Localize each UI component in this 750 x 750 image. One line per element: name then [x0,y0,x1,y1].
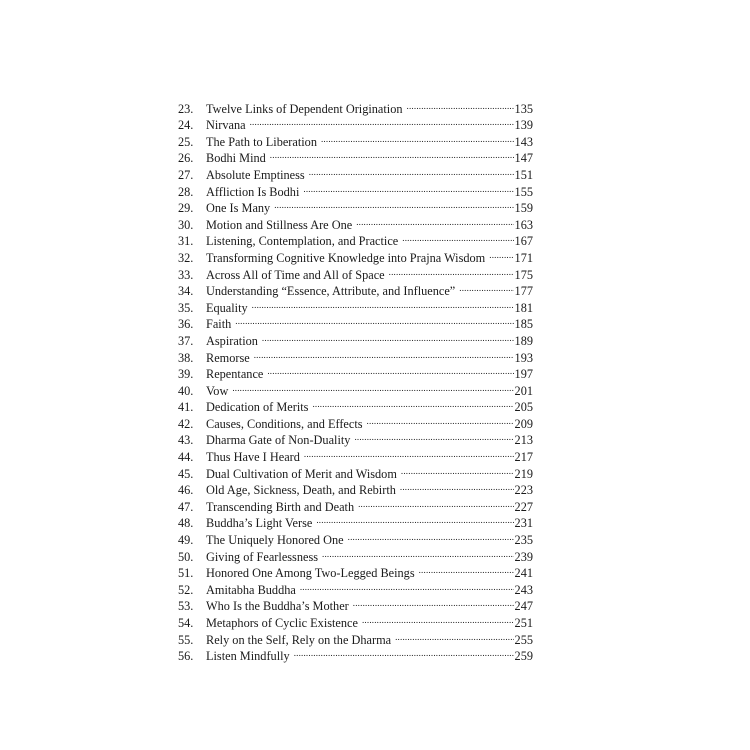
toc-entry-title: Dharma Gate of Non-Duality [206,433,351,448]
toc-entry-title: Rely on the Self, Rely on the Dharma [206,632,392,647]
toc-entry-page-number: 213 [514,433,533,448]
toc-entry-page-number: 189 [514,333,533,348]
toc-entry-title: Honored One Among Two-Legged Beings [206,566,415,581]
dot-leader [354,428,513,445]
dot-leader [232,378,513,395]
dot-leader [252,295,514,312]
toc-entry-number: 38. [178,350,194,365]
toc-entry-title: Motion and Stillness Are One [206,217,353,232]
toc-entry-number: 28. [178,184,194,199]
toc-entry-page-number: 167 [514,234,533,249]
toc-entry-number: 36. [178,317,194,332]
dot-leader [348,527,514,544]
dot-leader [395,627,513,644]
toc-entry-page-number: 231 [514,516,533,531]
toc-entry-page-number: 201 [514,383,533,398]
toc-entry-number: 33. [178,267,194,282]
toc-entry-title: Transforming Cognitive Knowledge into Prajna Wisdom [206,250,486,265]
toc-entry-number: 53. [178,599,194,614]
toc-entry-number: 48. [178,516,194,531]
toc-entry-page-number: 227 [514,499,533,514]
toc-entry-page-number: 259 [514,649,533,664]
toc-entry-number: 35. [178,300,194,315]
toc-entry-number: 30. [178,217,194,232]
dot-leader [303,179,513,196]
dot-leader [309,162,514,179]
toc-entry-title: Old Age, Sickness, Death, and Rebirth [206,483,396,498]
dot-leader [367,411,514,428]
toc-entry-page-number: 143 [514,134,533,149]
dot-leader [267,362,513,379]
toc-entry-title: Listening, Contemplation, and Practice [206,234,399,249]
toc-entry-number: 42. [178,416,194,431]
toc-entry-number: 27. [178,167,194,182]
toc-entry-page-number: 193 [514,350,533,365]
toc-entry-title: Aspiration [206,333,258,348]
toc-entry-page-number: 163 [514,217,533,232]
toc-entry-page-number: 181 [514,300,533,315]
toc-entry-number: 44. [178,450,194,465]
dot-leader [353,594,514,611]
toc-entry-number: 52. [178,582,194,597]
toc-entry-title: The Path to Liberation [206,134,317,149]
toc-entry-page-number: 147 [514,151,533,166]
toc-entry-number: 26. [178,151,194,166]
dot-leader [402,229,513,246]
toc-entry-title: Vow [206,383,229,398]
toc-entry-title: Understanding “Essence, Attribute, and Influence” [206,284,456,299]
toc-entry-page-number: 247 [514,599,533,614]
toc-entry-title: The Uniquely Honored One [206,533,344,548]
toc-entry-number: 34. [178,284,194,299]
toc-entry-title: Buddha’s Light Verse [206,516,313,531]
toc-entry-title: Affliction Is Bodhi [206,184,300,199]
toc-entry-number: 32. [178,250,194,265]
toc-entry-number: 40. [178,383,194,398]
toc-entry-page-number: 175 [514,267,533,282]
toc-entry-title: Twelve Links of Dependent Origination [206,101,403,116]
dot-leader [235,312,513,329]
toc-entry-page-number: 223 [514,483,533,498]
toc-entry-number: 31. [178,234,194,249]
toc-entry[interactable] [178,96,533,116]
toc-entry-title: Amitabha Buddha [206,582,296,597]
dot-leader [316,511,513,528]
toc-entry-number: 45. [178,466,194,481]
toc-entry-title: Metaphors of Cyclic Existence [206,616,358,630]
toc-entry-title: One Is Many [206,201,271,216]
dot-leader [400,478,514,495]
toc-entry-page-number: 151 [514,167,533,182]
toc-entry-page-number: 159 [514,201,533,216]
toc-entry-page-number: 171 [514,250,533,265]
dot-leader [294,644,514,661]
toc-entry-number: 24. [178,118,194,133]
dot-leader [489,245,513,262]
toc-entry-number: 55. [178,632,194,647]
toc-entry-number: 29. [178,201,194,216]
toc-entry-page-number: 135 [514,101,533,116]
toc-entry-number: 50. [178,549,194,564]
dot-leader [262,328,514,345]
dot-leader [321,129,514,146]
toc-entry-number: 23. [178,101,194,116]
toc-entry-number: 25. [178,134,194,149]
dot-leader [304,444,514,461]
toc-entry-page-number: 155 [514,184,533,199]
dot-leader [254,345,514,362]
toc-entry-title: Listen Mindfully [206,649,290,664]
toc-entry-page-number: 205 [514,400,533,415]
dot-leader [356,212,513,229]
dot-leader [407,96,514,113]
toc-entry-number: 56. [178,649,194,664]
toc-entry-title: Repentance [206,367,264,382]
toc-entry-page-number: 239 [514,549,533,564]
dot-leader [419,561,514,578]
toc-entry-page-number: 177 [514,284,533,299]
dot-leader [270,146,514,163]
dot-leader [250,113,514,130]
dot-leader [459,279,513,296]
toc-entry-page-number: 197 [514,367,533,382]
toc-entry-number: 39. [178,367,194,382]
toc-entry-page-number: 235 [514,533,533,548]
dot-leader [358,494,513,511]
toc-entry-title: Giving of Fearlessness [206,549,319,564]
dot-leader [322,544,514,561]
toc-entry-number: 47. [178,499,194,514]
toc-entry-title: Thus Have I Heard [206,450,300,465]
dot-leader [274,196,513,213]
toc-entry-page-number: 241 [514,566,533,581]
toc-entry-title: Across All of Time and All of Space [206,267,385,282]
dot-leader [312,395,513,412]
dot-leader [389,262,514,279]
toc-entry-title: Causes, Conditions, and Effects [206,416,363,431]
toc-entry-page-number: 139 [514,118,533,133]
toc-entry-title: Who Is the Buddha’s Mother [206,599,349,614]
toc-entry-page-number: 243 [514,582,533,597]
toc-entry-title: Faith [206,317,232,332]
toc-entry-number: 54. [178,616,194,630]
table-of-contents [178,96,533,664]
toc-entry-number: 49. [178,533,194,548]
dot-leader [300,577,514,594]
dot-leader [362,610,514,627]
toc-entry-number: 41. [178,400,194,415]
toc-entry-page-number: 251 [514,616,533,630]
toc-entry-page-number: 219 [514,466,533,481]
toc-entry-title: Bodhi Mind [206,151,266,166]
toc-entry-title: Transcending Birth and Death [206,499,355,514]
toc-entry-title: Nirvana [206,118,246,133]
dot-leader [401,461,514,478]
toc-entry-page-number: 185 [514,317,533,332]
toc-entry-title: Absolute Emptiness [206,167,305,182]
toc-entry-title: Remorse [206,350,250,365]
toc-entry-number: 43. [178,433,194,448]
toc-entry-page-number: 209 [514,416,533,431]
toc-entry-page-number: 255 [514,632,533,647]
toc-entry-title: Equality [206,300,248,315]
toc-entry-number: 51. [178,566,194,581]
toc-entry-number: 46. [178,483,194,498]
toc-entry-title: Dual Cultivation of Merit and Wisdom [206,466,397,481]
toc-entry-number: 37. [178,333,194,348]
toc-entry-page-number: 217 [514,450,533,465]
toc-entry-title: Dedication of Merits [206,400,309,415]
